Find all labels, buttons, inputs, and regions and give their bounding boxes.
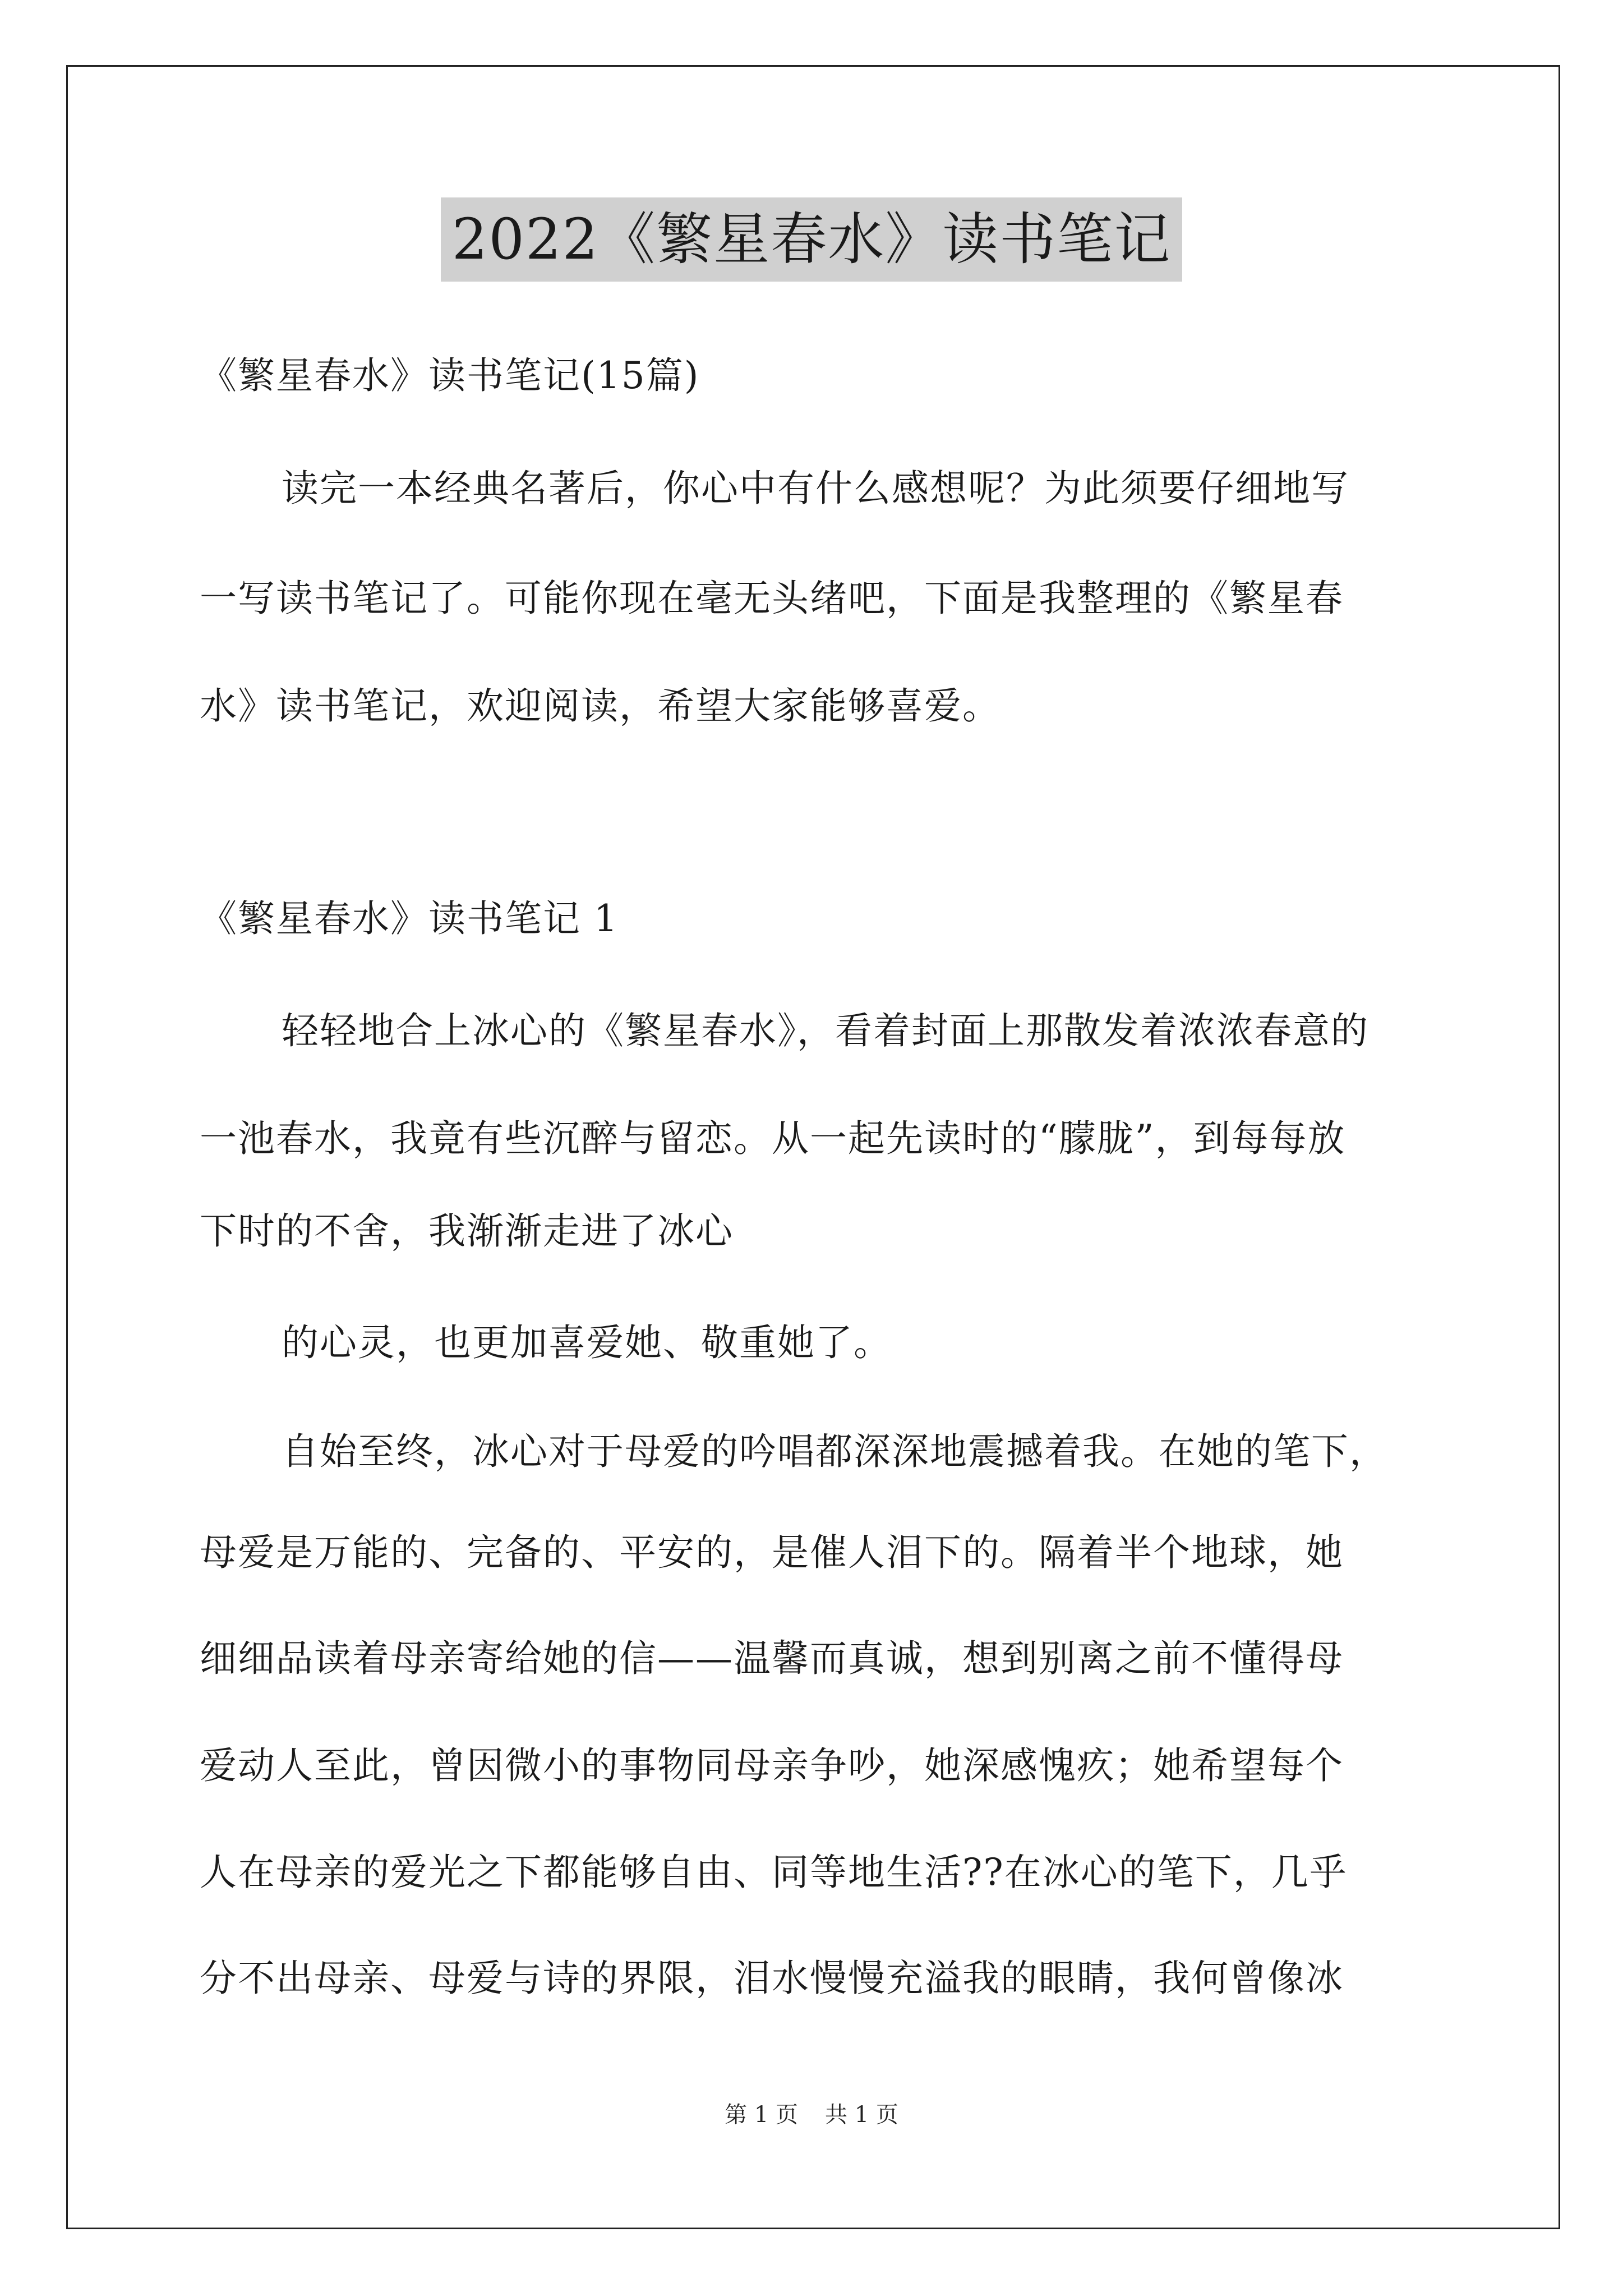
intro-line: 水》读书笔记，欢迎阅读，希望大家能够喜爱。 (200, 684, 1000, 728)
body-line: 分不出母亲、母爱与诗的界限，泪水慢慢充溢我的眼睛，我何曾像冰 (200, 1957, 1344, 2000)
body-line: 自始至终，冰心对于母爱的吟唱都深深地震撼着我。在她的笔下， (282, 1430, 1387, 1473)
intro-line: 读完一本经典名著后，你心中有什么感想呢？为此须要仔细地写 (282, 467, 1349, 510)
page-total: 共 1 页 (825, 2102, 898, 2128)
body-line: 轻轻地合上冰心的《繁星春水》，看着封面上那散发着浓浓春意的 (282, 1009, 1369, 1052)
body-line: 一池春水，我竟有些沉醉与留恋。从一起先读时的“朦胧”，到每每放 (200, 1117, 1346, 1160)
body-line: 爱动人至此，曾因微小的事物同母亲争吵，她深感愧疚；她希望每个 (200, 1744, 1344, 1787)
title-wrapper (0, 197, 1623, 282)
body-line: 下时的不舍，我渐渐走进了冰心 (200, 1209, 734, 1253)
document-title: 2022《繁星春水》读书笔记 (441, 197, 1183, 282)
section-heading: 《繁星春水》读书笔记 1 (200, 897, 619, 940)
body-line: 人在母亲的爱光之下都能够自由、同等地生活??在冰心的笔下，几乎 (200, 1851, 1348, 1894)
page-number: 第 1 页 (725, 2102, 798, 2128)
body-line: 的心灵，也更加喜爱她、敬重她了。 (282, 1321, 892, 1364)
intro-line: 一写读书笔记了。可能你现在毫无头绪吧，下面是我整理的《繁星春 (200, 577, 1344, 620)
body-line: 细细品读着母亲寄给她的信——温馨而真诚，想到别离之前不懂得母 (200, 1637, 1344, 1680)
document-subtitle: 《繁星春水》读书笔记(15篇) (200, 354, 700, 397)
page-footer (0, 2098, 1623, 2132)
body-line: 母爱是万能的、完备的、平安的，是催人泪下的。隔着半个地球，她 (200, 1531, 1344, 1574)
